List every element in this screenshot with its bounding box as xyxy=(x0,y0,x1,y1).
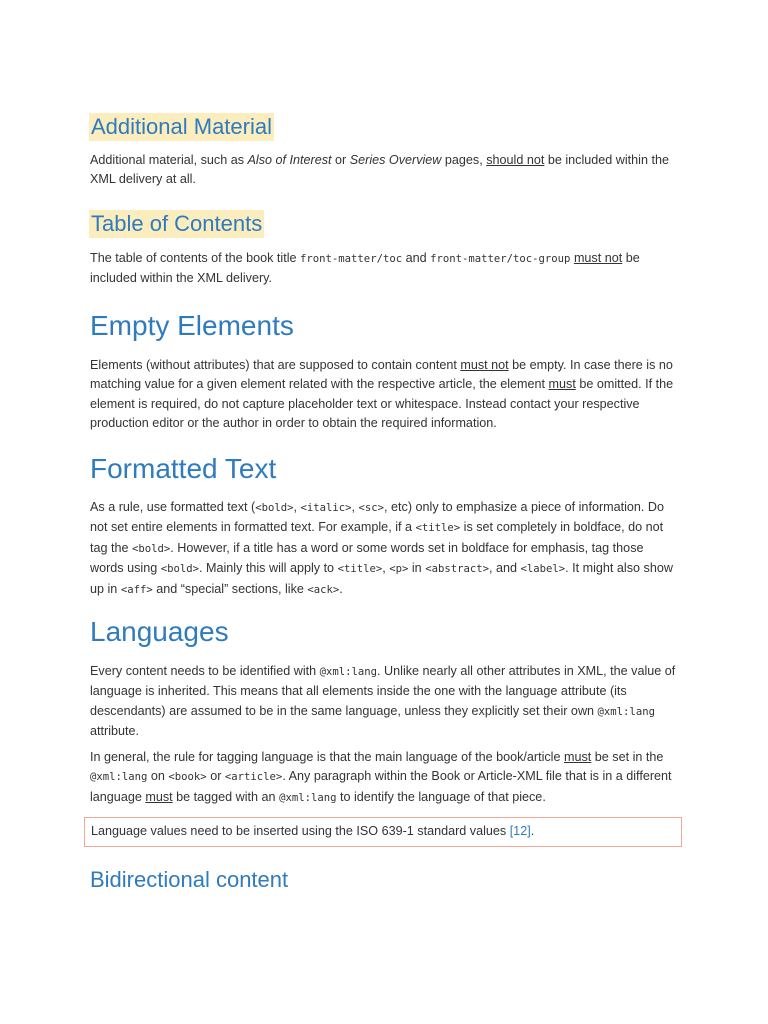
paragraph-additional-material: Additional material, such as Also of Interest or Series Overview pages, should not be included within the XML delivery at all. xyxy=(90,153,669,187)
heading-bidirectional-content: Bidirectional content xyxy=(90,867,289,892)
paragraph-formatted-text: As a rule, use formatted text (<bold>, <italic>, <sc>, etc) only to emphasize a piece of information. Do not set entire elements in formatted text. For example, if a <title> is set completely in boldface, do not tag the <bold>. However, if a title has a word or some words set in boldface for emphasis, tag those words using <bold>. Mainly this will apply to <title>, <p> in <abstract>, and <label>. It might also show up in <aff> and “special” sections, like <ack>. xyxy=(90,500,673,596)
paragraph-table-of-contents: The table of contents of the book title front-matter/toc and front-matter/toc-group must not be included within the XML delivery. xyxy=(90,251,640,286)
callout-text: Language values need to be inserted using the ISO 639-1 standard values [12]. xyxy=(91,824,535,838)
paragraph-empty-elements: Elements (without attributes) that are supposed to contain content must not be empty. In case there is no matching value for a given element related with the respective article, the element must be omitted. If the element is required, do not capture placeholder text or whitespace. Instead contact your respective production editor or the author in order to obtain the required information. xyxy=(90,358,674,431)
heading-formatted-text: Formatted Text xyxy=(90,453,277,484)
heading-table-of-contents: Table of Contents xyxy=(91,211,263,236)
heading-empty-elements: Empty Elements xyxy=(90,310,294,341)
heading-additional-material: Additional Material xyxy=(91,114,272,139)
heading-languages: Languages xyxy=(90,616,229,647)
paragraph-languages-1: Every content needs to be identified with @xml:lang. Unlike nearly all other attributes in XML, the value of language is inherited. This means that all elements inside the one with the language attribute (its descendants) are assumed to be in the same language, unless they explicitly set their own @xml:lang attribute. xyxy=(90,664,676,739)
reference-link-12[interactable]: [12] xyxy=(509,824,531,838)
paragraph-languages-2: In general, the rule for tagging language is that the main language of the book/article must be set in the @xml:lang on <book> or <article>. Any paragraph within the Book or Article-XML file that is in a different language must be tagged with an @xml:lang to identify the language of that piece. xyxy=(90,750,672,804)
note-callout xyxy=(84,817,682,847)
